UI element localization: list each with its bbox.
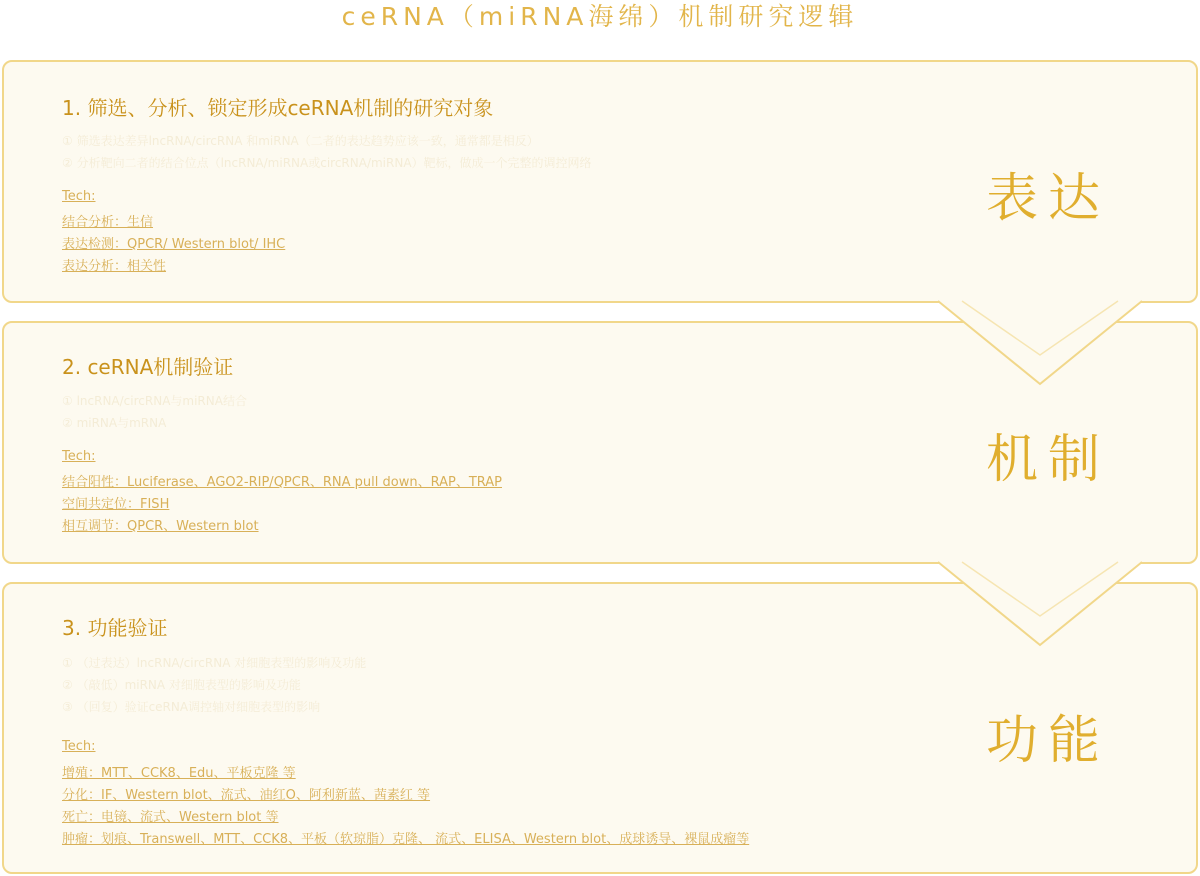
faint-description: ① 筛选表达差异lncRNA/circRNA 和miRNA（二者的表达趋势应该一致，通常都是相反） — [62, 134, 539, 148]
chevron-down-icon — [938, 562, 1142, 645]
tech-item: 结合阳性：Luciferase、AGO2-RIP/QPCR、RNA pull down、RAP、TRAP — [62, 475, 502, 490]
faint-description: ① （过表达）lncRNA/circRNA 对细胞表型的影响及功能 — [62, 656, 367, 670]
faint-description: ② 分析靶向二者的结合位点（lncRNA/miRNA或circRNA/miRNA）靶标，做成一个完整的调控网络 — [62, 156, 592, 170]
chevron-down-icon — [938, 301, 1142, 384]
tech-item: 表达分析：相关性 — [62, 259, 167, 274]
faint-description: ③ （回复）验证ceRNA调控轴对细胞表型的影响 — [62, 700, 321, 714]
page-title: ceRNA（miRNA海绵）机制研究逻辑 — [341, 2, 859, 31]
step-title: 2. ceRNA机制验证 — [62, 355, 234, 379]
tech-item: 死亡：电镜、流式、Western blot 等 — [62, 810, 279, 825]
tech-header: Tech: — [62, 449, 96, 464]
tech-item: 分化：IF、Western blot、流式、油红O、阿利新蓝、茜素红 等 — [62, 788, 431, 803]
faint-description: ② （敲低）miRNA 对细胞表型的影响及功能 — [62, 678, 301, 692]
side-label: 机制 — [985, 430, 1110, 490]
step-title: 3. 功能验证 — [62, 616, 168, 640]
tech-item: 相互调节：QPCR、Western blot — [62, 519, 259, 534]
faint-description: ② miRNA与mRNA — [62, 416, 167, 430]
tech-header: Tech: — [62, 189, 96, 204]
faint-description: ① lncRNA/circRNA与miRNA结合 — [62, 394, 247, 408]
tech-item: 空间共定位：FISH — [62, 497, 170, 512]
side-label: 表达 — [985, 169, 1110, 229]
tech-item: 结合分析：生信 — [62, 215, 154, 230]
tech-item: 肿瘤：划痕、Transwell、MTT、CCK8、平板（软琼脂）克隆、 流式、ELISA、Western blot、成球诱导、裸鼠成瘤等 — [62, 832, 750, 847]
step-title: 1. 筛选、分析、锁定形成ceRNA机制的研究对象 — [62, 96, 494, 120]
tech-header: Tech: — [62, 739, 96, 754]
side-label: 功能 — [985, 711, 1110, 771]
tech-item: 增殖：MTT、CCK8、Edu、平板克隆 等 — [62, 766, 296, 781]
tech-item: 表达检测：QPCR/ Western blot/ IHC — [62, 237, 286, 252]
